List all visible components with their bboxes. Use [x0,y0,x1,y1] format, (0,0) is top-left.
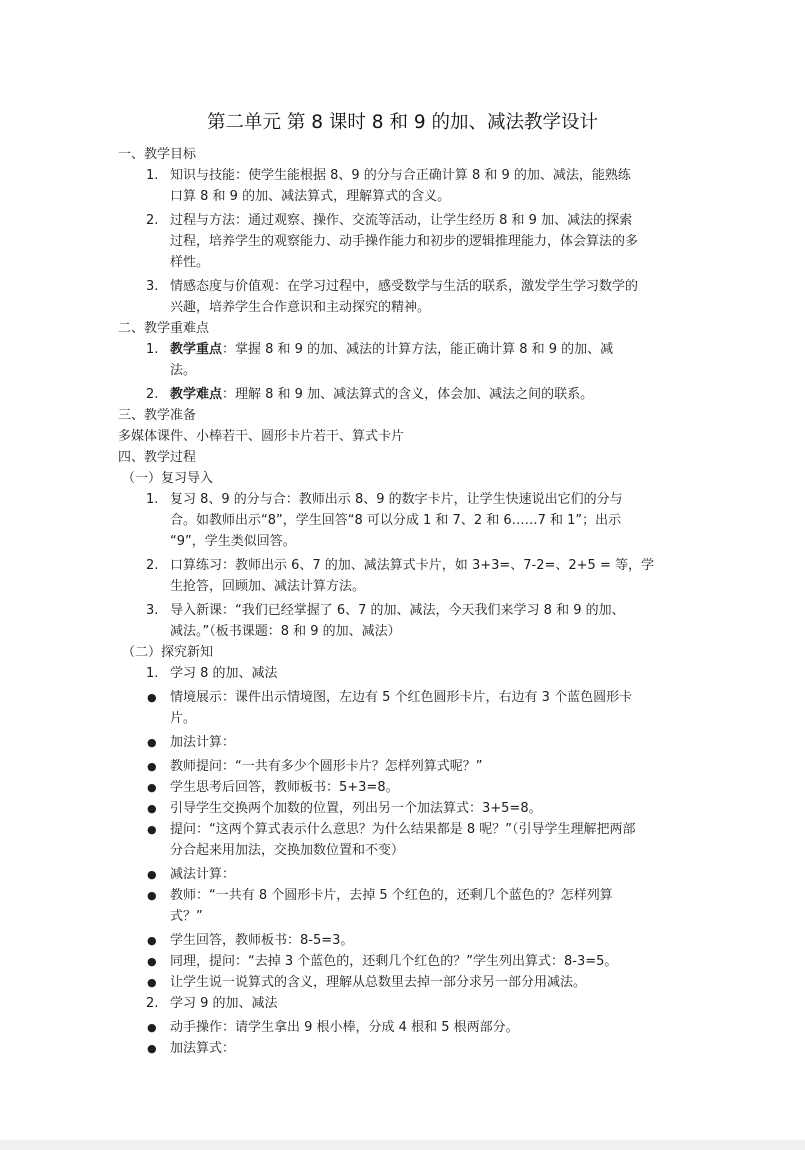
bullet-item: ● 加法算式： [118,1038,688,1059]
section-heading-key-points: 二、教学重难点 [118,321,210,336]
bullet-icon: ● [147,889,157,902]
bullet-icon: ● [147,934,157,947]
bullet-icon: ● [147,976,157,989]
bullet-item: ● 学生回答，教师板书：8-5=3。 [118,930,688,951]
bullet-item: ● 引导学生交换两个加数的位置，列出另一个加法算式：3+5=8。 [118,798,688,819]
section-heading-process: 四、教学过程 [118,450,197,465]
bullet-icon: ● [147,823,157,836]
section-heading-preparation: 三、教学准备 [118,408,197,423]
bullet-item: ● 学生思考后回答，教师板书：5+3=8。 [118,777,688,798]
subsection-heading-review: （一）复习导入 [122,471,214,486]
bullet-item: ● 加法计算： [118,732,688,753]
bullet-icon: ● [147,781,157,794]
bullet-icon: ● [147,868,157,881]
preparation-text: 多媒体课件、小棒若干、圆形卡片若干、算式卡片 [118,429,405,444]
subsection-heading-explore: （二）探究新知 [122,645,214,660]
document-body [118,144,688,1059]
goal-item-2: 2. 过程与方法：通过观察、操作、交流等活动，让学生经历 8 和 9 加、减法的探索 过程，培养学生的观察能力、动手操作能力和初步的逻辑推理能力，体会算法的多 样性。 [146,213,639,270]
explore-step-1: 1. 学习 8 的加、减法 [146,666,278,681]
section-heading-goals: 一、教学目标 [118,147,197,162]
bullet-icon: ● [147,691,157,704]
bullet-item: ● 教师提问：“一共有多少个圆形卡片？怎样列算式呢？” [118,756,688,777]
review-item-3: 3. 导入新课：“我们已经掌握了 6、7 的加、减法，今天我们来学习 8 和 9 的加、 减法。”（板书课题：8 和 9 的加、减法） [146,603,625,639]
bullet-icon: ● [147,955,157,968]
bullet-icon: ● [147,760,157,773]
bullet-item: ● 教师：“一共有 8 个圆形卡片，去掉 5 个红色的，还剩几个蓝色的？怎样列算 式？” [118,885,688,927]
bullet-icon: ● [147,736,157,749]
bullet-icon: ● [147,1042,157,1055]
goal-item-3: 3. 情感态度与价值观：在学习过程中，感受数学与生活的联系，激发学生学习数学的 兴趣，培养学生合作意识和主动探究的精神。 [146,279,639,315]
bullet-item: ● 情境展示：课件出示情境图，左边有 5 个红色圆形卡片，右边有 3 个蓝色圆形卡 片。 [118,687,688,729]
document-title: 第二单元 第 8 课时 8 和 9 的加、减法教学设计 [207,112,598,133]
review-item-2: 2. 口算练习：教师出示 6、7 的加、减法算式卡片，如 3+3=、7-2=、2+5 = 等，学 生抢答，回顾加、减法计算方法。 [146,558,654,594]
bullet-item: ● 同理，提问：“去掉 3 个蓝色的，还剩几个红色的？”学生列出算式：8-3=5。 [118,951,688,972]
explore-step-2: 2. 学习 9 的加、减法 [146,996,278,1011]
bullet-icon: ● [147,1021,157,1034]
bullet-item: ● 动手操作：请学生拿出 9 根小棒，分成 4 根和 5 根两部分。 [118,1017,688,1038]
review-item-1: 1. 复习 8、9 的分与合：教师出示 8、9 的数字卡片，让学生快速说出它们的分与 合。如教师出示“8”，学生回答“8 可以分成 1 和 7、2 和 6……7 和 1”；出示 “9”，学生类似回答。 [146,492,623,549]
key-point-item-2: 2. 教学难点：理解 8 和 9 加、减法算式的含义，体会加、减法之间的联系。 [146,387,594,402]
bullet-icon: ● [147,802,157,815]
bullet-item: ● 让学生说一说算式的含义，理解从总数里去掉一部分求另一部分用减法。 [118,972,688,993]
bullet-item: ● 减法计算： [118,864,688,885]
goal-item-1: 1. 知识与技能：使学生能根据 8、9 的分与合正确计算 8 和 9 的加、减法，能熟练 口算 8 和 9 的加、减法算式，理解算式的含义。 [146,168,631,204]
key-point-item-1: 1. 教学重点：掌握 8 和 9 的加、减法的计算方法，能正确计算 8 和 9 的加、减 法。 [146,342,614,378]
bullet-item: ● 提问：“这两个算式表示什么意思？为什么结果都是 8 呢？”（引导学生理解把两部 分合起来用加法，交换加数位置和不变） [118,819,688,861]
